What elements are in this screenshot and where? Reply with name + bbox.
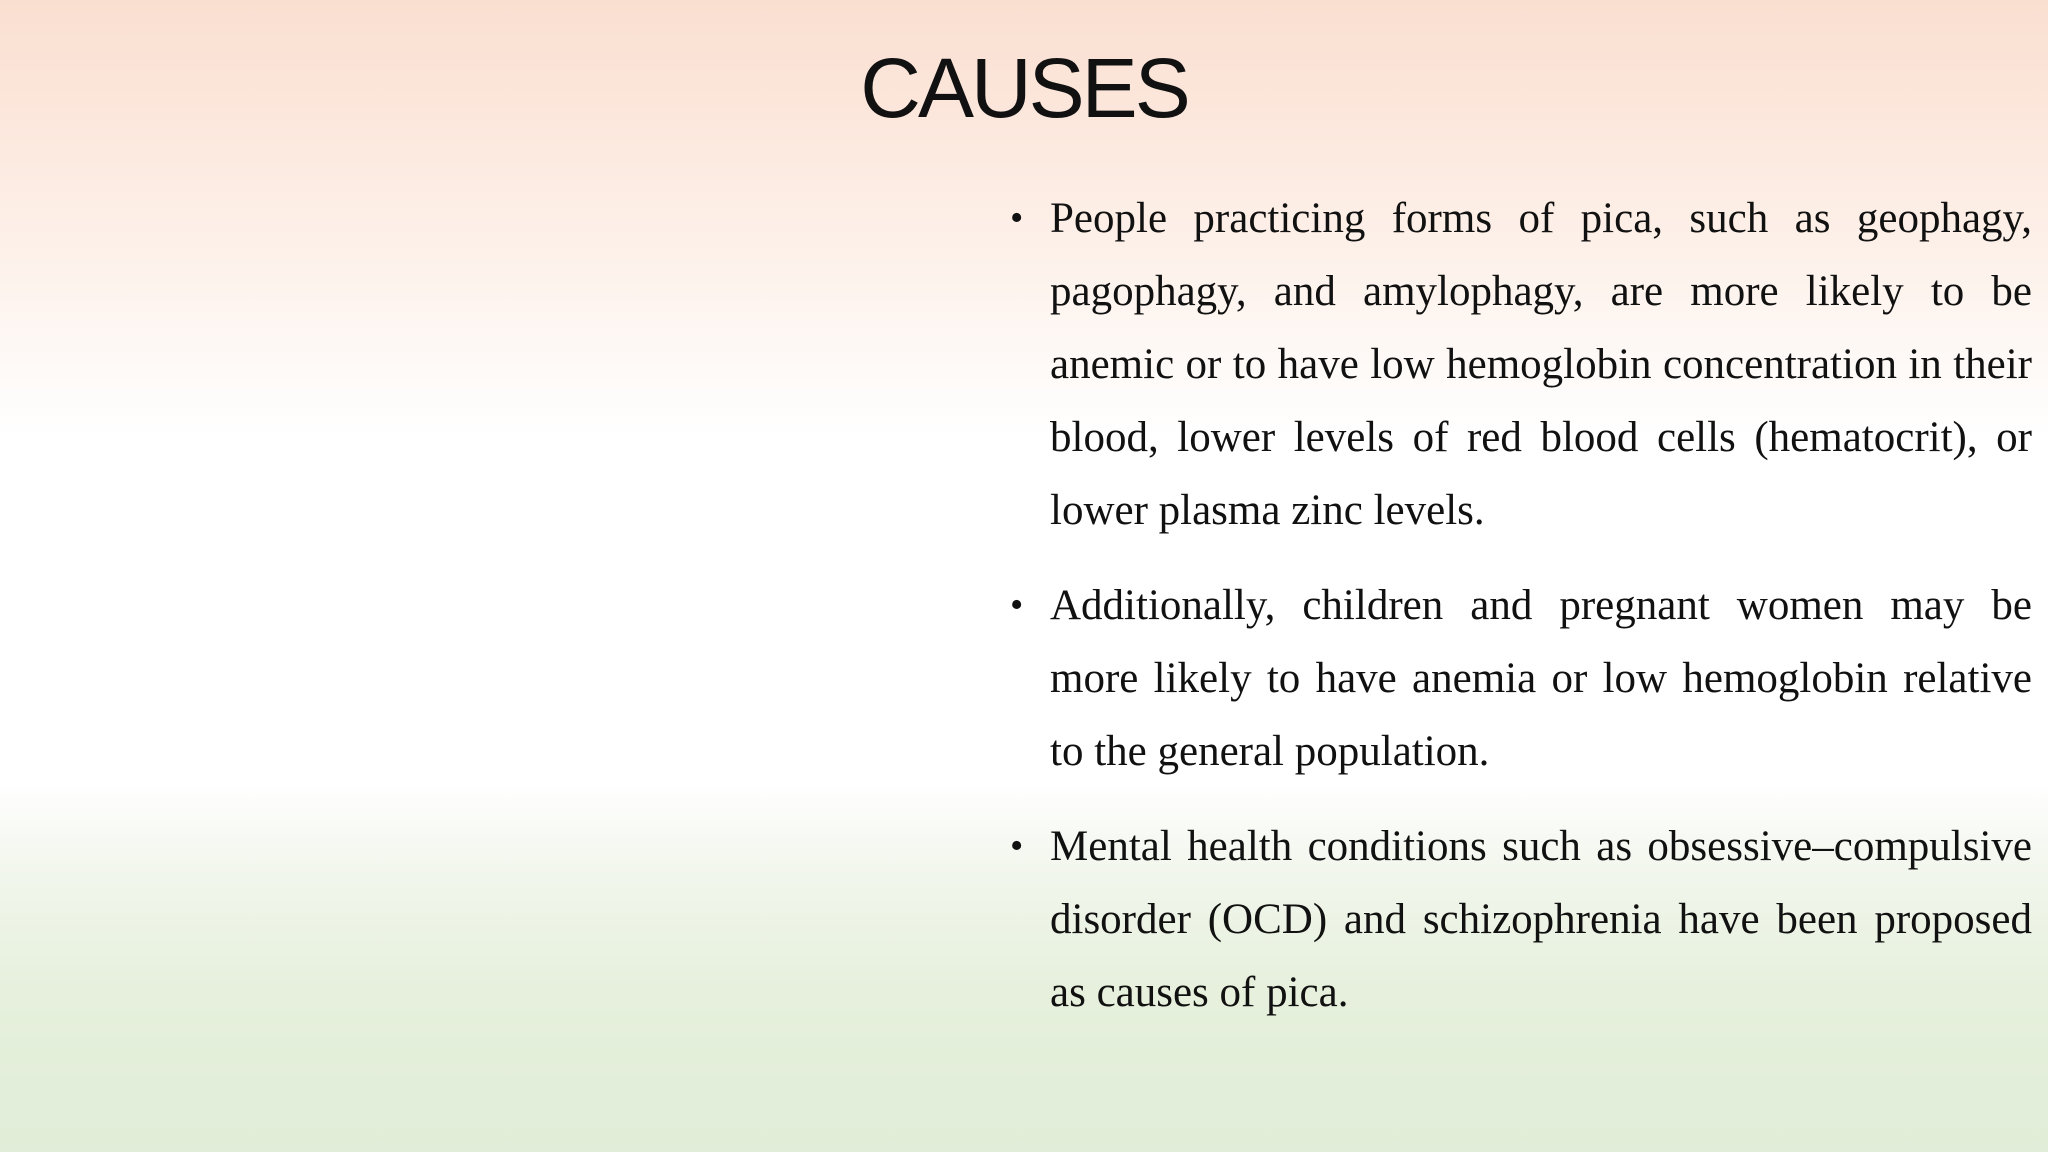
bullet-text: People practicing forms of pica, such as geophagy, pagophagy, and amylophagy, are more likely to be anemic or to have low hemoglobin concentration in their blood, lower levels of red blood cells (hematocrit), or lower plasma zinc levels. [1050, 195, 2032, 534]
bullet-icon: • [1010, 584, 1024, 626]
bullet-text: Mental health conditions such as obsessive–compulsive disorder (OCD) and schizophrenia have been proposed as causes of pica. [1050, 823, 2032, 1016]
slide-title: CAUSES [860, 41, 1188, 135]
bullet-icon: • [1010, 825, 1024, 867]
bullet-item-children-pregnant [1010, 569, 2032, 788]
bullet-text: Additionally, children and pregnant women may be more likely to have anemia or low hemoglobin relative to the general population. [1050, 582, 2032, 775]
bullet-list [1010, 182, 2032, 1051]
bullet-item-anemia [1010, 182, 2032, 547]
bullet-item-mental-health [1010, 810, 2032, 1029]
bullet-icon: • [1010, 197, 1024, 239]
